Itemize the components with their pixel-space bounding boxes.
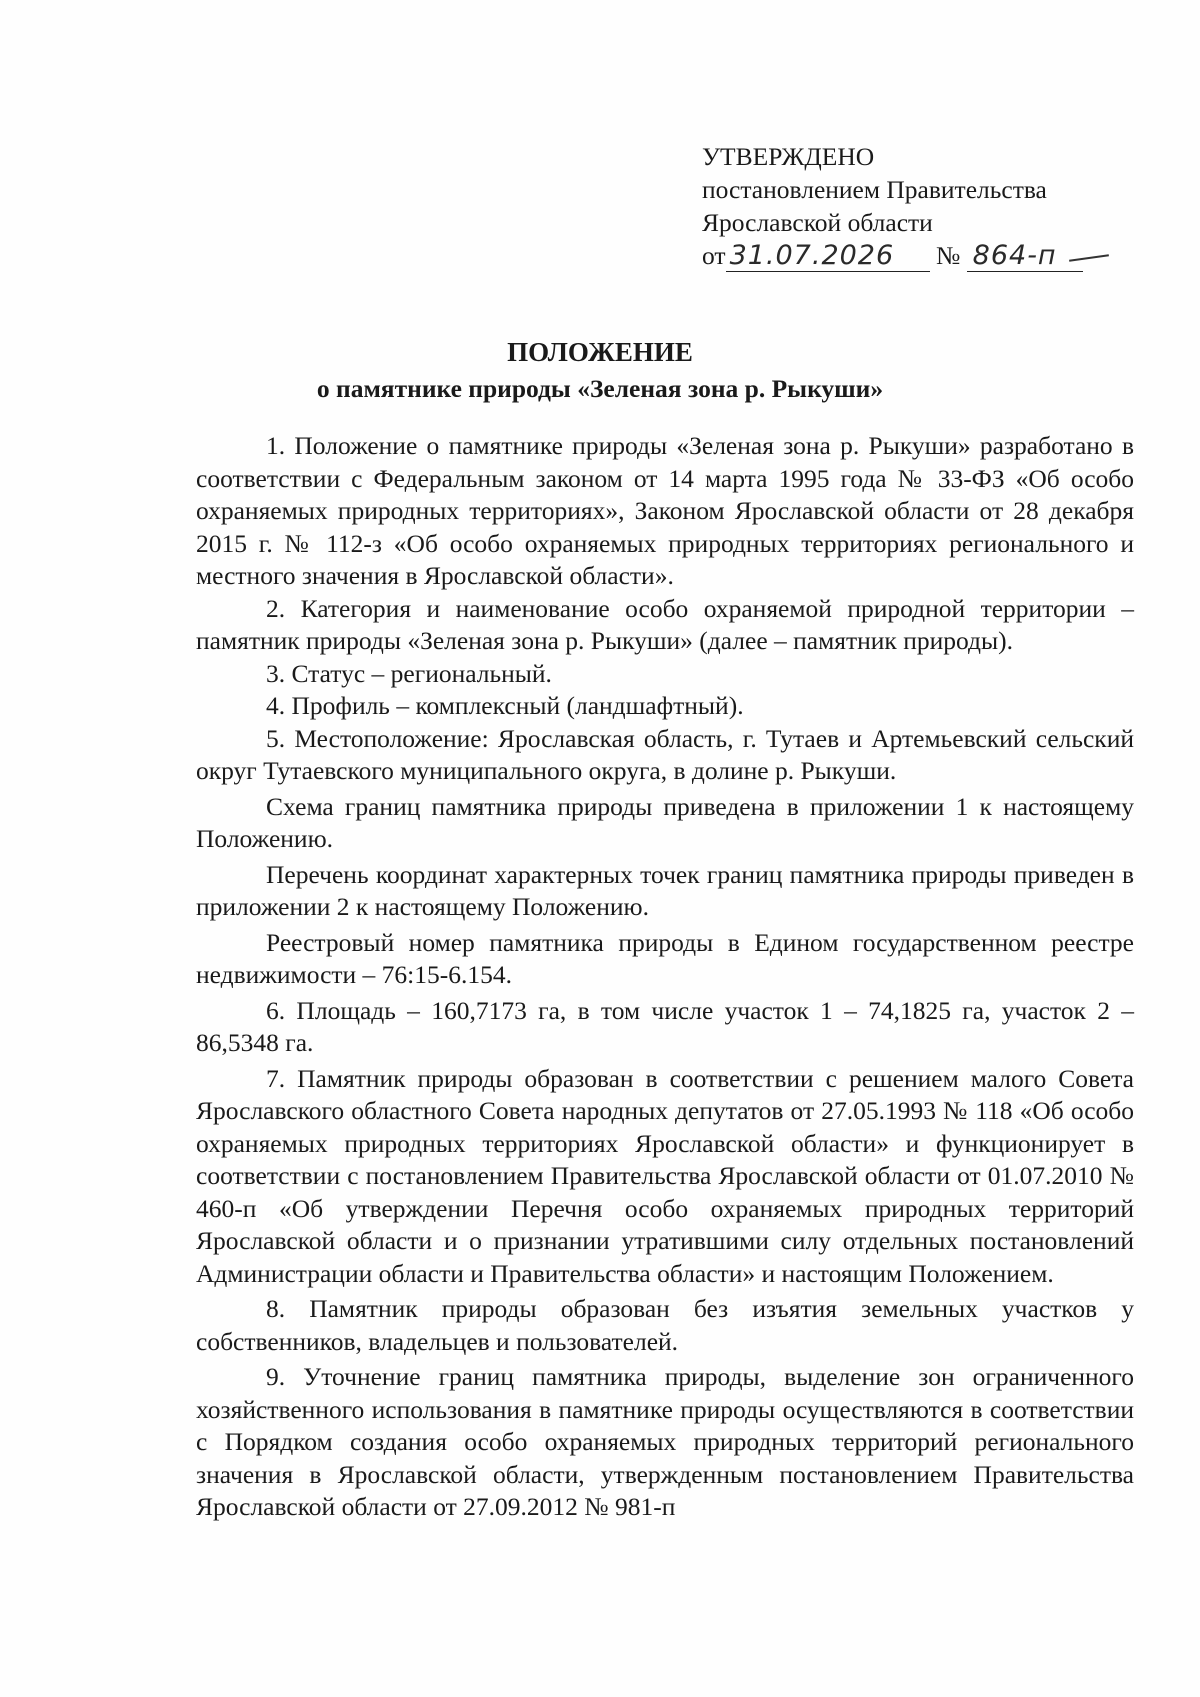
number-prefix: № <box>935 241 961 270</box>
paragraph-5: 5. Местоположение: Ярославская область, г. Тутаев и Артемьевский сельский округ Тутаевского муниципального округа, в долине р. Рыкуши. <box>196 723 1134 785</box>
paragraph-6: 6. Площадь – 160,7173 га, в том числе участок 1 – 74,1825 га, участок 2 – 86,5348 га. <box>196 995 1134 1057</box>
paragraph-1: 1. Положение о памятнике природы «Зеленая зона р. Рыкуши» разработано в соответствии с Федеральным законом от 14 марта 1995 года № 33-ФЗ «Об особо охраняемых природных территориях», Законом Ярославской области от 28 декабря 2015 г. № 112-з «Об особо охраняемых природных территориях регионального и местного значения в Ярославской области». <box>196 431 1134 590</box>
handwritten-date: 31.07.2026 <box>726 241 930 272</box>
approval-block <box>702 140 1122 275</box>
paragraph-2: 2. Категория и наименование особо охраняемой природной территории – памятник природы «Зеленая зона р. Рыкуши» (далее – памятник природы). <box>196 593 1134 655</box>
paragraph-7: 7. Памятник природы образован в соответствии с решением малого Совета Ярославского областного Совета народных депутатов от 27.05.1993 № 118 «Об особо охраняемых природных территориях Ярославской области» и функционирует в соответствии с постановлением Правительства Ярославской области от 01.07.2010 № 460-п «Об утверждении Перечня особо охраняемых природных территорий Ярославской области и о признании утратившими силу отдельных постановлений Администрации области и Правительства области» и настоящим Положением. <box>196 1063 1134 1288</box>
handwritten-number: 864-п <box>967 241 1083 272</box>
paragraph-5-scheme: Схема границ памятника природы приведена в приложении 1 к настоящему Положению. <box>196 791 1134 853</box>
approval-heading: УТВЕРЖДЕНО <box>702 142 875 171</box>
date-prefix: от <box>702 241 726 270</box>
document-subtitle: о памятнике природы «Зеленая зона р. Рыкуши» <box>316 374 884 403</box>
document-title: ПОЛОЖЕНИЕ <box>507 337 693 367</box>
paragraph-8: 8. Памятник природы образован без изъятия земельных участков у собственников, владельцев и пользователей. <box>196 1294 1134 1356</box>
paragraph-5-coordinates: Перечень координат характерных точек границ памятника природы приведен в приложении 2 к настоящему Положению. <box>196 859 1134 921</box>
paragraph-3: 3. Статус – региональный. <box>266 658 552 688</box>
approval-date-line <box>702 239 1122 275</box>
approval-line-1: постановлением Правительства <box>702 175 1047 204</box>
approval-line-2: Ярославской области <box>702 208 933 237</box>
paragraph-4: 4. Профиль – комплексный (ландшафтный). <box>266 691 744 720</box>
document-body <box>196 430 1134 1524</box>
paragraph-5-registry: Реестровый номер памятника природы в Едином государственном реестре недвижимости – 76:15-6.154. <box>196 927 1134 989</box>
paragraph-9: 9. Уточнение границ памятника природы, выделение зон ограниченного хозяйственного использования в памятнике природы осуществляются в соответствии с Порядком создания особо охраняемых природных территорий регионального значения в Ярославской области, утвержденным постановлением Правительства Ярославской области от 27.09.2012 № 981-п <box>196 1362 1134 1521</box>
